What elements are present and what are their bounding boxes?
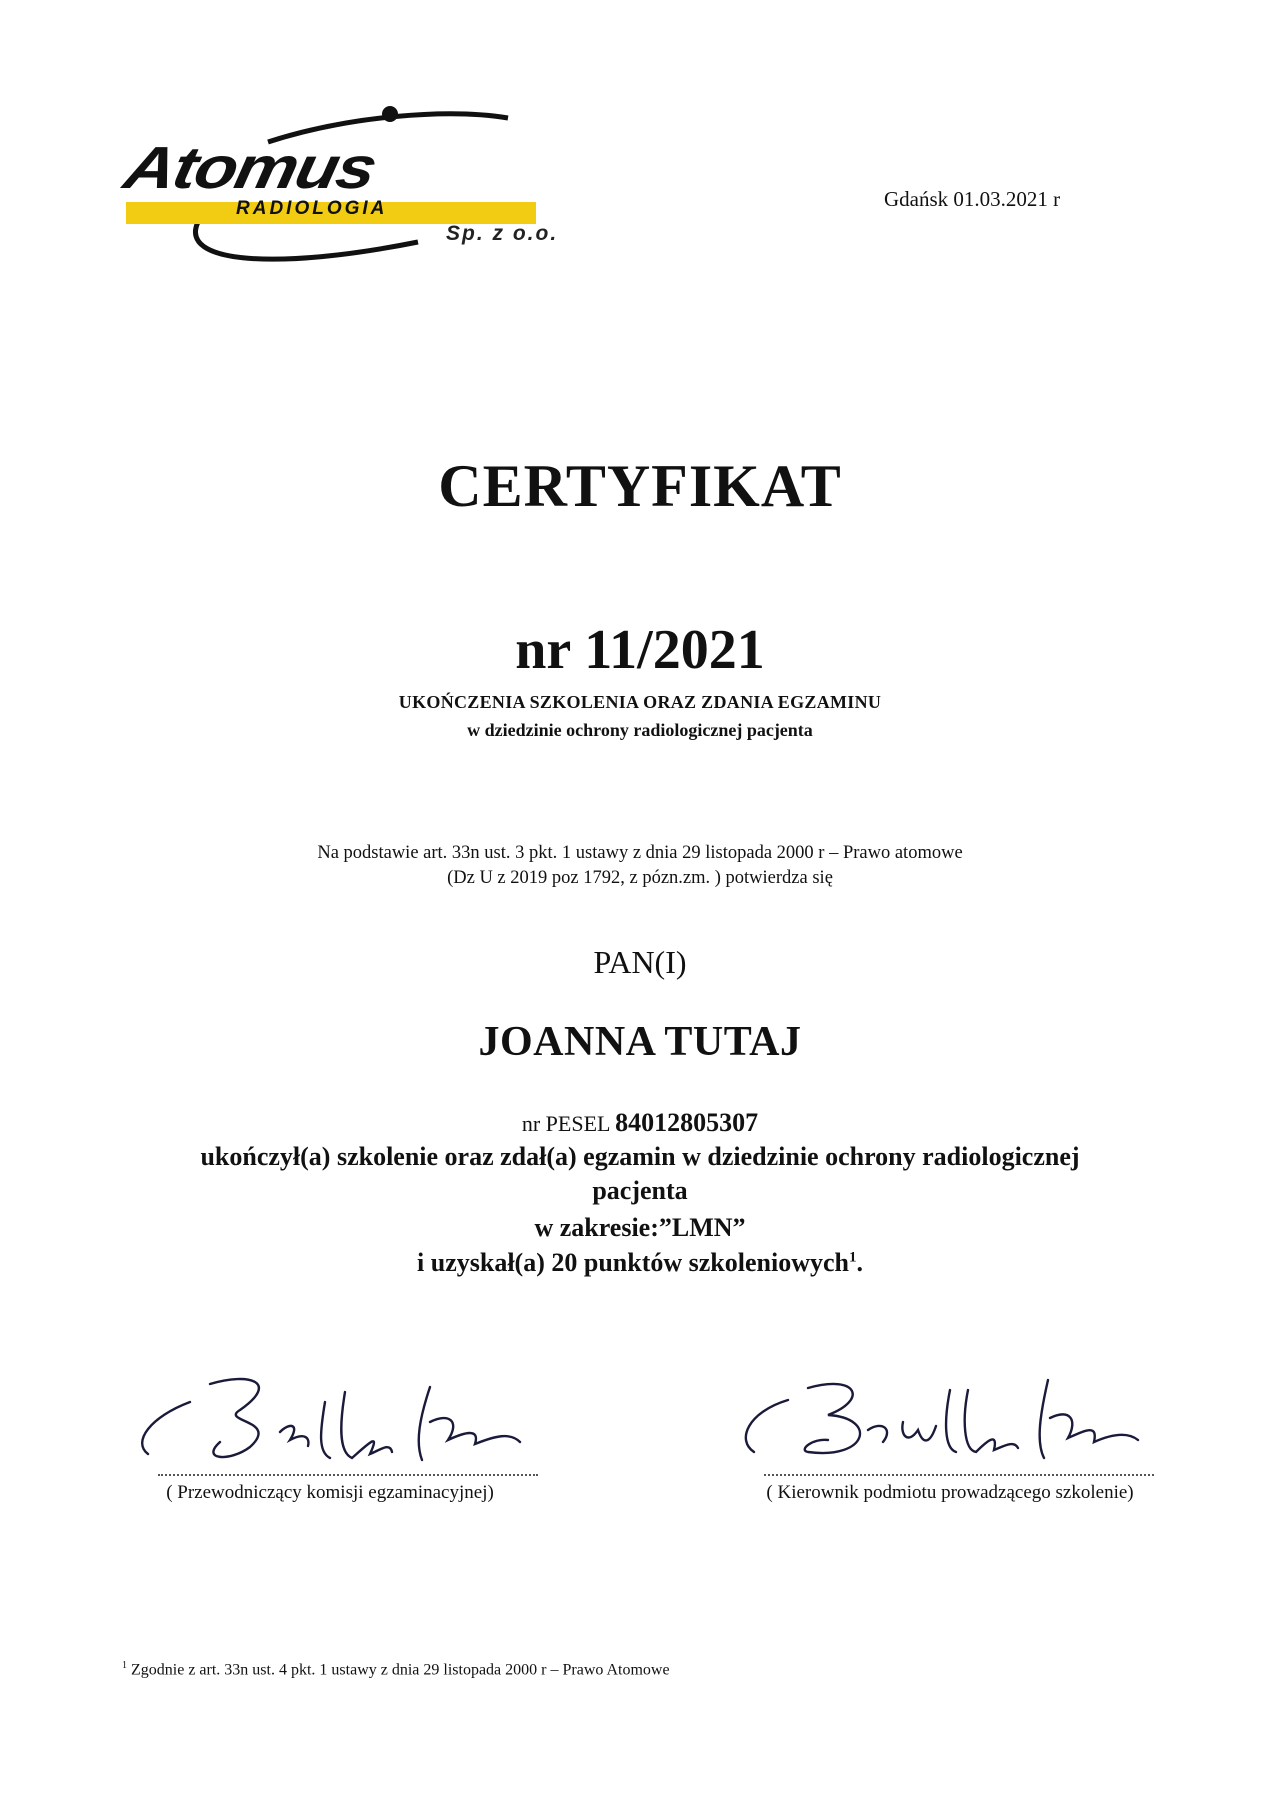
completion-line4: i uzyskał(a) 20 punktów szkoleniowych$^1$.: [417, 1248, 863, 1277]
logo-company-suffix: Sp. z o.o.: [446, 222, 559, 245]
completion-line2: pacjenta: [592, 1176, 688, 1205]
left-signature-line: [158, 1474, 538, 1476]
footnote-text: Zgodnie z art. 33n ust. 4 pkt. 1 ustawy z dnia 29 listopada 2000 r – Prawo Atomowe: [131, 1661, 670, 1679]
left-signatory-role: ( Przewodniczący komisji egzaminacyjnej): [166, 1482, 494, 1503]
certificate-heading-line1: UKOŃCZENIA SZKOLENIA ORAZ ZDANIA EGZAMINU: [398, 692, 882, 712]
footnote: [122, 1660, 670, 1679]
legal-basis-line1: Na podstawie art. 33n ust. 3 pkt. 1 ustawy z dnia 29 listopada 2000 r – Prawo atomowe: [317, 843, 963, 863]
completion-line1: ukończył(a) szkolenie oraz zdał(a) egzamin w dziedzinie ochrony radiologicznej: [200, 1142, 1080, 1171]
pesel-label: nr PESEL: [521, 1111, 610, 1136]
legal-basis-line2: (Dz U z 2019 poz 1792, z pózn.zm. ) potwierdza się: [447, 868, 833, 888]
logo-subtitle: RADIOLOGIA: [236, 198, 388, 219]
recipient-name: JOANNA TUTAJ: [478, 1019, 802, 1065]
pesel-line: [0, 1108, 1280, 1138]
certificate-title: CERTYFIKAT: [438, 453, 842, 519]
pesel-value: 84012805307: [615, 1108, 759, 1137]
footnote-number: 1: [122, 1660, 127, 1671]
certificate-heading-line2: w dziedzinie ochrony radiologicznej pacjenta: [467, 720, 813, 740]
logo-wordmark: Atomus: [118, 134, 382, 201]
footnote-marker: 1: [848, 1249, 857, 1266]
certificate-number: nr 11/2021: [515, 619, 765, 681]
salutation: PAN(I): [593, 944, 687, 980]
company-logo: [118, 104, 638, 264]
right-signature: [718, 1360, 1158, 1470]
points-text: i uzyskał(a) 20 punktów szkoleniowych: [417, 1248, 849, 1277]
left-signature: [130, 1362, 550, 1472]
right-signatory-role: ( Kierownik podmiotu prowadzącego szkolenie): [766, 1482, 1134, 1503]
right-signature-line: [764, 1474, 1154, 1476]
completion-line3: w zakresie:”LMN”: [534, 1213, 746, 1242]
place-and-date: Gdańsk 01.03.2021 r: [884, 187, 1061, 211]
